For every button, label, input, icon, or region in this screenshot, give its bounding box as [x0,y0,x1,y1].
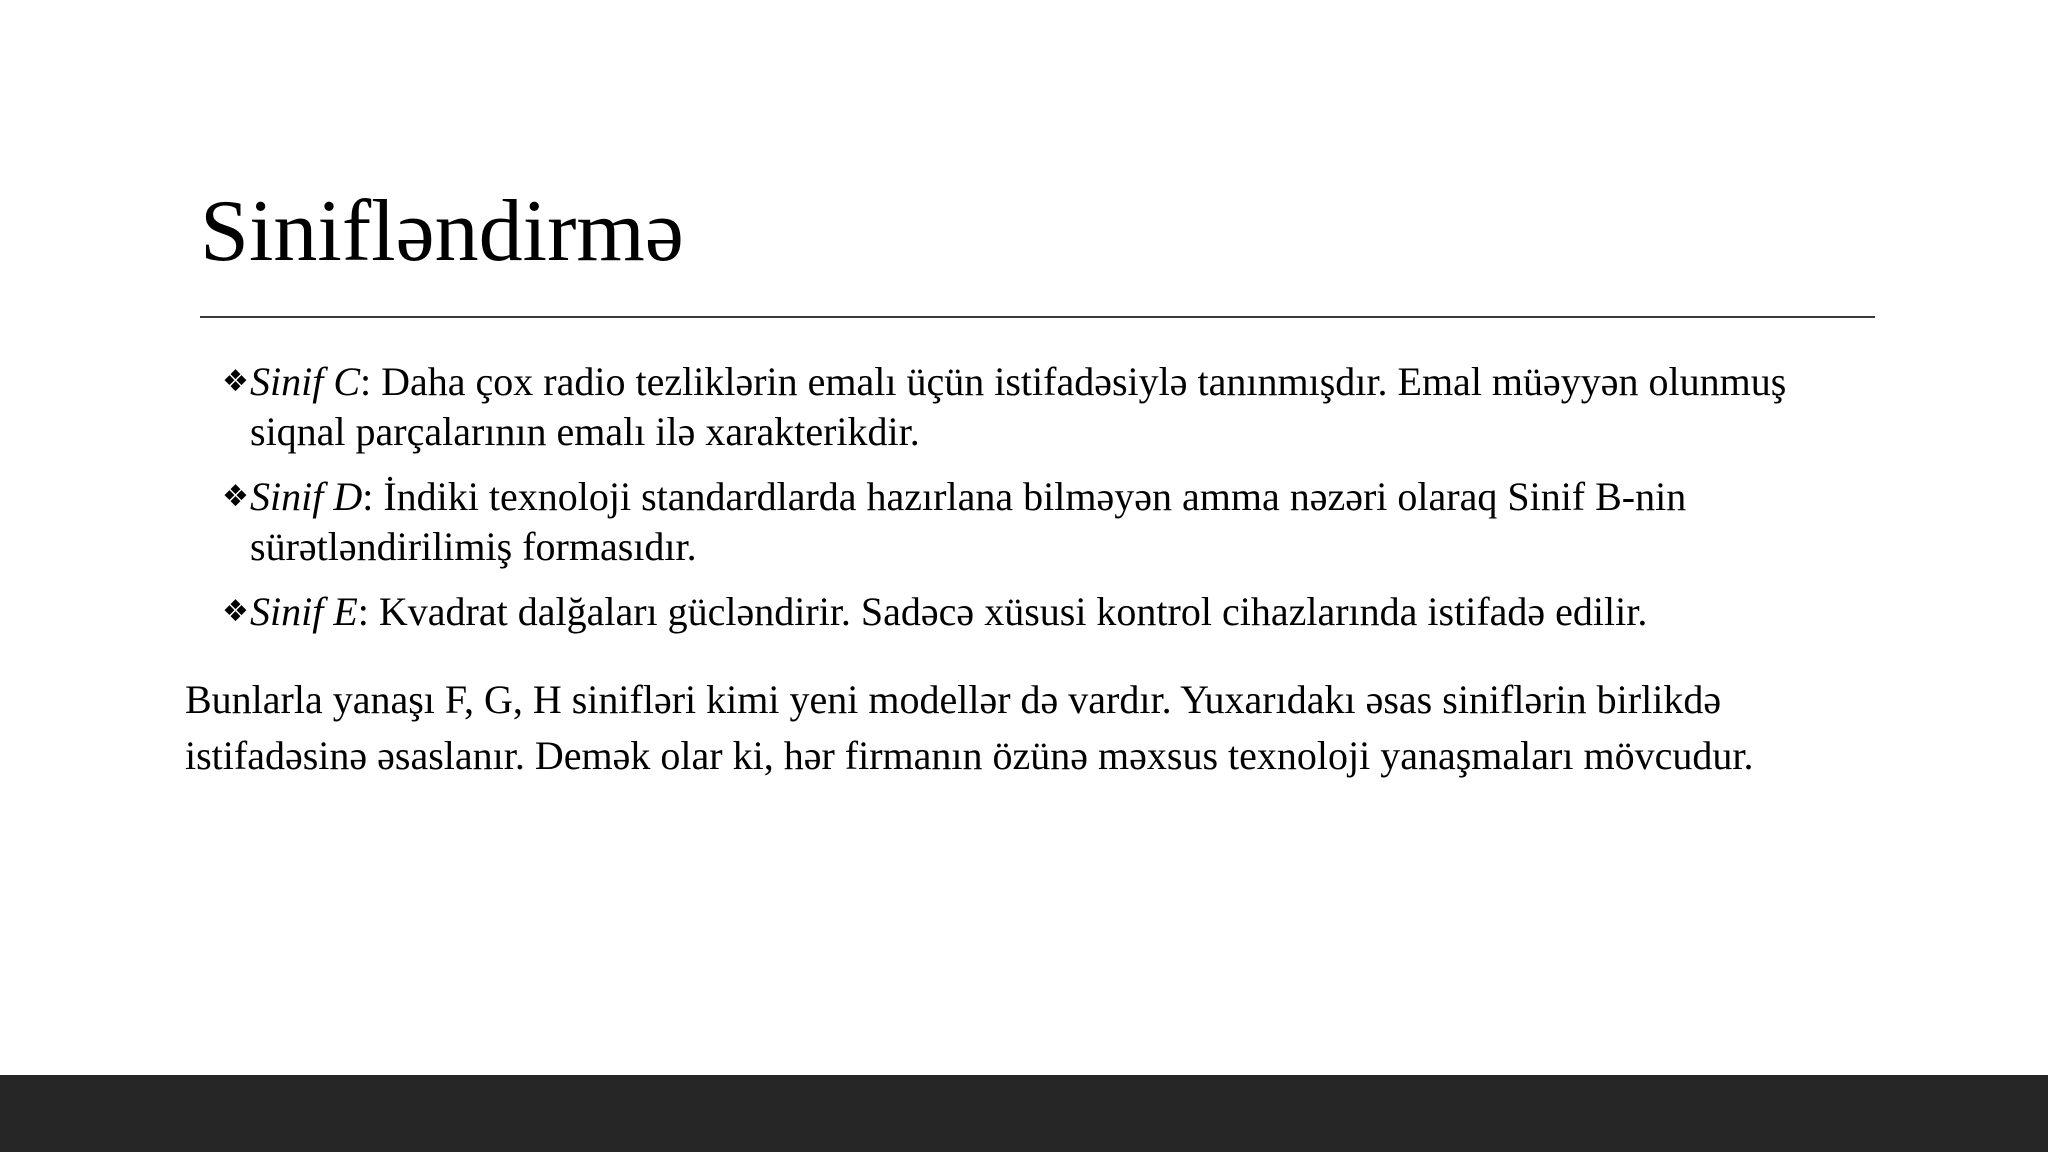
footer-bar [0,1075,2048,1152]
bullet-term: Sinif E [250,589,358,634]
bullet-text: : Daha çox radio tezliklərin emalı üçün istifadəsiylə tanınmışdır. Emal müəyyən olunmuş siqnal parçalarının emalı ilə xarakterikdir. [250,359,1787,454]
diamond-bullet-icon: ❖ [222,479,249,514]
bullet-item-sinif-e [222,587,1862,637]
bullet-text: : İndiki texnoloji standardlarda hazırlana bilməyən amma nəzəri olaraq Sinif B-nin sürətləndirilimiş formasıdır. [250,474,1687,569]
bullet-term: Sinif C [250,359,361,404]
bullet-item-sinif-c [222,357,1862,457]
summary-paragraph: Bunlarla yanaşı F, G, H sinifləri kimi yeni modellər də vardır. Yuxarıdakı əsas siniflərin birlikdə istifadəsinə əsaslanır. Demək olar ki, hər firmanın özünə məxsus texnoloji yanaşmaları mövcudur. [185,677,1754,778]
slide-title: Sinifləndirmə [200,183,684,280]
title-divider [200,316,1875,318]
bullet-item-sinif-d [222,472,1862,572]
diamond-bullet-icon: ❖ [222,594,249,629]
bullet-text: : Kvadrat dalğaları gücləndirir. Sadəcə xüsusi kontrol cihazlarında istifadə edilir. [357,589,1648,634]
bullet-term: Sinif D [250,474,363,519]
diamond-bullet-icon: ❖ [222,364,249,399]
bullet-list [222,357,1862,652]
